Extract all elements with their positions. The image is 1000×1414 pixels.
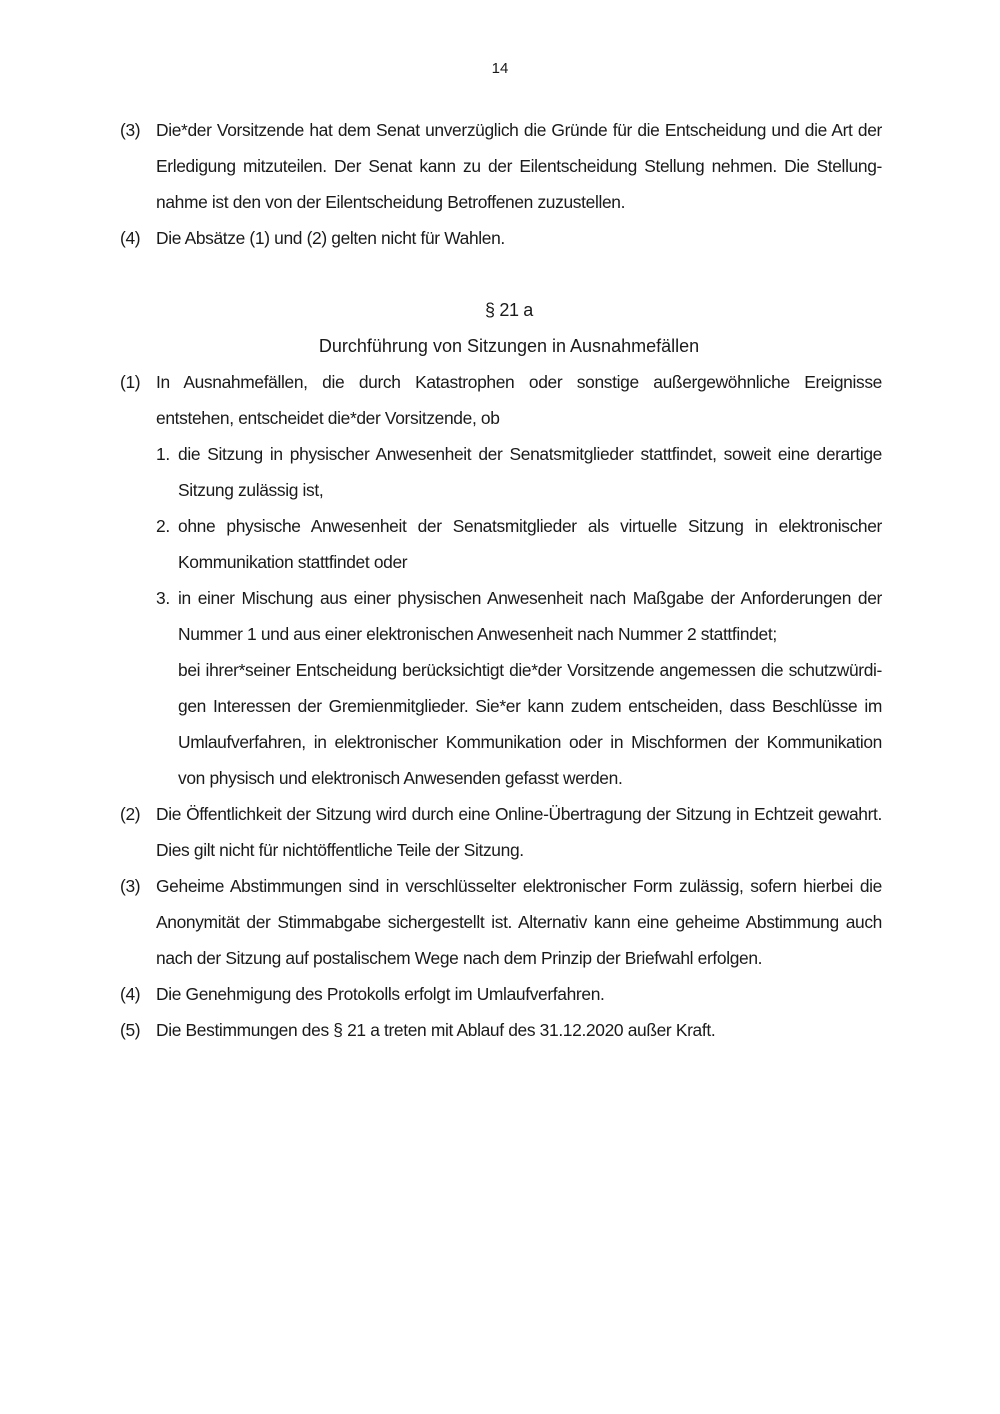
- text-line: In Ausnahmefällen, die durch Katastrophen oder sonstige außergewöhnliche Ereignisse: [156, 372, 882, 392]
- text-line: nahme ist den von der Eilentscheidung Betroffenen zuzustellen.: [156, 192, 626, 212]
- paragraph-text: [156, 220, 882, 256]
- paragraph-number: (2): [120, 804, 141, 824]
- section-title: Durchführung von Sitzungen in Ausnahmefällen: [318, 336, 700, 356]
- paragraph-4-previous: [120, 220, 882, 256]
- text-line: die Sitzung in physischer Anwesenheit der Senatsmitglieder stattfindet, soweit eine derartige: [178, 444, 882, 464]
- text-line: nach der Sitzung auf postalischem Wege nach dem Prinzip der Briefwahl erfolgen.: [156, 948, 763, 968]
- paragraph-text: [156, 976, 882, 1012]
- paragraph-4: [120, 976, 882, 1012]
- paragraph-number: (3): [120, 876, 141, 896]
- list-item-text: [178, 580, 882, 652]
- paragraph-1-continuation: [178, 652, 882, 796]
- paragraph-2: [120, 796, 882, 868]
- list-item-number: 1.: [156, 444, 170, 464]
- paragraph-text: [156, 1012, 882, 1048]
- paragraph-text: [156, 112, 882, 220]
- paragraph-number: (5): [120, 1020, 141, 1040]
- paragraph-text: [156, 364, 882, 436]
- paragraph-text: [156, 868, 882, 976]
- text-line: Dies gilt nicht für nichtöffentliche Teile der Sitzung.: [156, 840, 524, 860]
- list-item-2: [156, 508, 882, 580]
- text-line: Sitzung zulässig ist,: [178, 480, 324, 500]
- text-line: Die Genehmigung des Protokolls erfolgt im Umlaufverfahren.: [156, 984, 605, 1004]
- paragraph-text: [156, 796, 882, 868]
- paragraph-number: (4): [120, 228, 141, 248]
- page-number: 14: [491, 60, 509, 77]
- text-line: Nummer 1 und aus einer elektronischen Anwesenheit nach Nummer 2 stattfindet;: [178, 624, 777, 644]
- paragraph-number: (3): [120, 120, 141, 140]
- list-item-3: [156, 580, 882, 652]
- list-item-number: 3.: [156, 588, 170, 608]
- paragraph-5: [120, 1012, 882, 1048]
- text-line: entstehen, entscheidet die*der Vorsitzende, ob: [156, 408, 500, 428]
- text-line: ohne physische Anwesenheit der Senatsmitglieder als virtuelle Sitzung in elektronischer: [178, 516, 882, 536]
- text-line: Die*der Vorsitzende hat dem Senat unverzüglich die Gründe für die Entscheidung und die Art der: [156, 120, 882, 140]
- text-line: Erledigung mitzuteilen. Der Senat kann zu der Eilentscheidung Stellung nehmen. Die Stellung-: [156, 156, 882, 176]
- text-line: Die Öffentlichkeit der Sitzung wird durch eine Online-Übertragung der Sitzung in Echtzeit gewahrt.: [156, 804, 882, 824]
- list-item-number: 2.: [156, 516, 170, 536]
- text-line: in einer Mischung aus einer physischen Anwesenheit nach Maßgabe der Anforderungen der: [178, 588, 882, 608]
- list-item-text: [178, 508, 882, 580]
- list-item-1: [156, 436, 882, 508]
- text-line: Kommunikation stattfindet oder: [178, 552, 408, 572]
- list-item-text: [178, 436, 882, 508]
- paragraph-number: (1): [120, 372, 141, 392]
- paragraph-1: [120, 364, 882, 436]
- paragraph-3-previous: [120, 112, 882, 220]
- paragraph-3: [120, 868, 882, 976]
- document-body: [120, 112, 882, 1048]
- text-line: Die Absätze (1) und (2) gelten nicht für Wahlen.: [156, 228, 505, 248]
- text-line: Die Bestimmungen des § 21 a treten mit Ablauf des 31.12.2020 außer Kraft.: [156, 1020, 716, 1040]
- paragraph-number: (4): [120, 984, 141, 1004]
- text-line: Geheime Abstimmungen sind in verschlüsselter elektronischer Form zulässig, sofern hierbei die: [156, 876, 882, 896]
- text-line: bei ihrer*seiner Entscheidung berücksichtigt die*der Vorsitzende angemessen die schutzwürdi-: [178, 660, 882, 680]
- text-line: von physisch und elektronisch Anwesenden gefasst werden.: [178, 768, 623, 788]
- section-symbol: § 21 a: [485, 300, 533, 320]
- text-line: gen Interessen der Gremienmitglieder. Sie*er kann zudem entscheiden, dass Beschlüsse im: [178, 696, 882, 716]
- text-line: Umlaufverfahren, in elektronischer Kommunikation oder in Mischformen der Kommunikation: [178, 732, 882, 752]
- text-line: Anonymität der Stimmabgabe sichergestellt ist. Alternativ kann eine geheime Abstimmung auch: [156, 912, 882, 932]
